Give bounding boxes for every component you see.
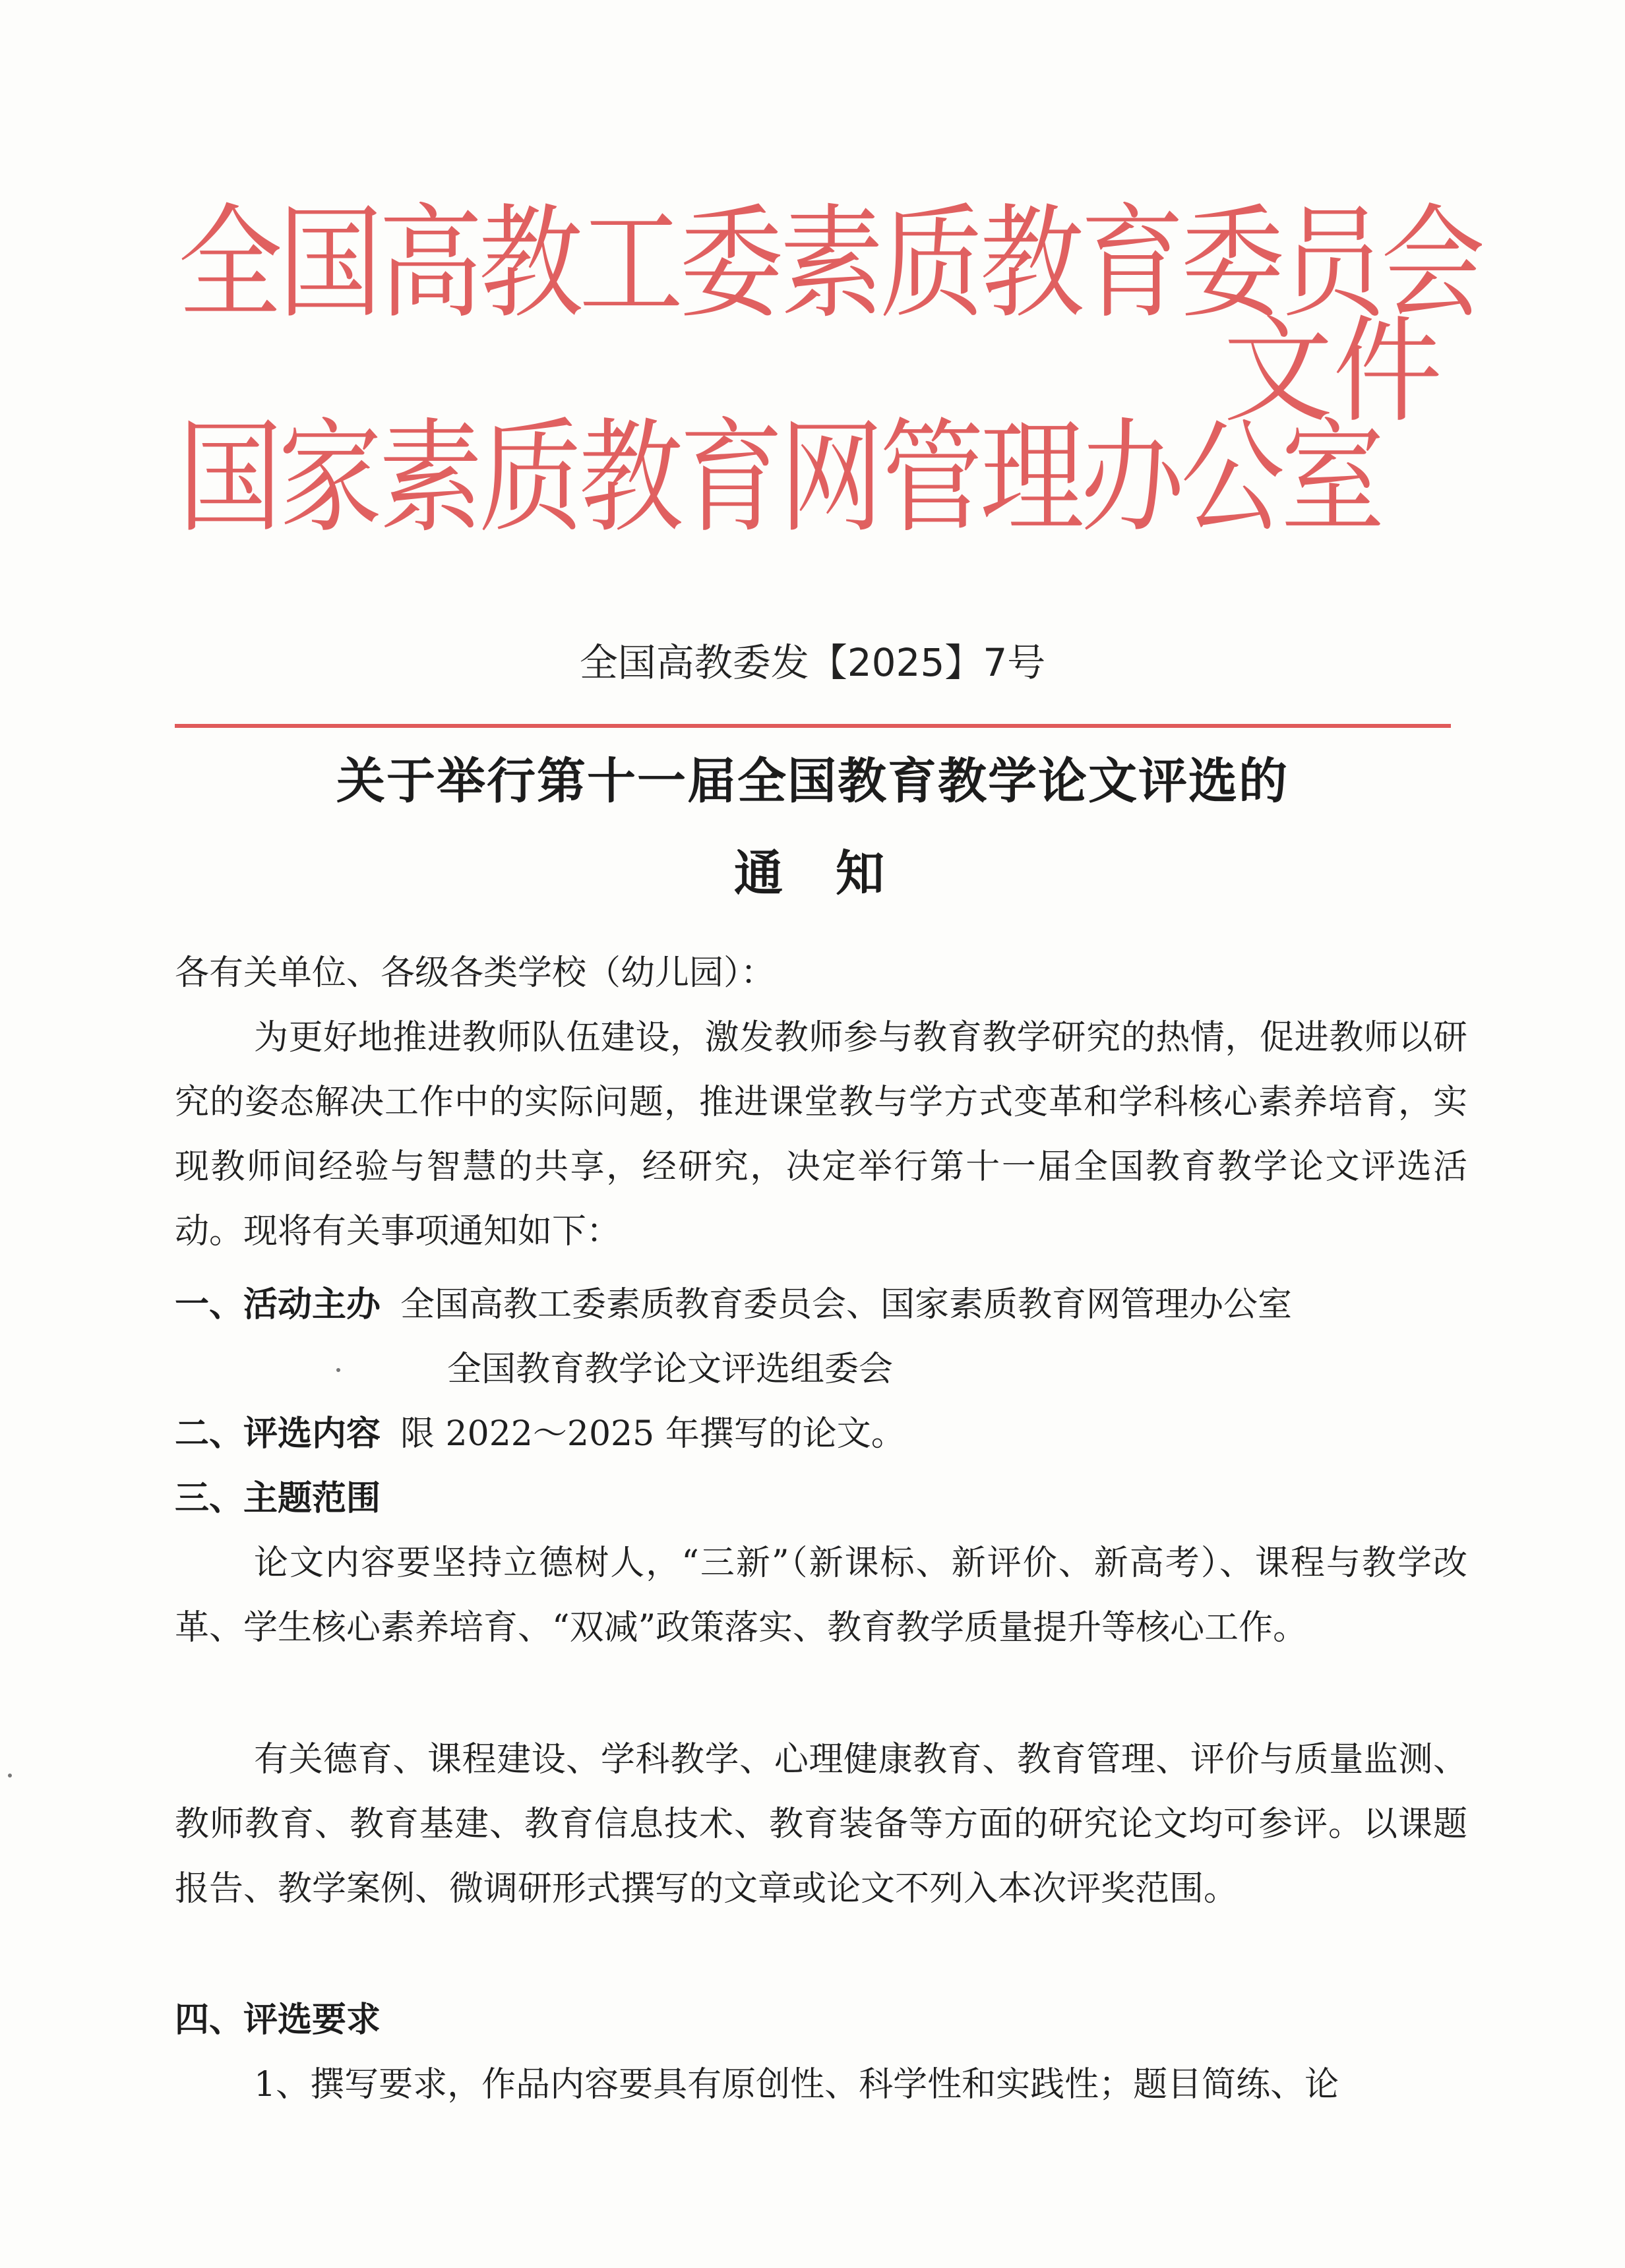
- salutation: 各有关单位、各级各类学校（幼儿园）：: [175, 953, 776, 993]
- section-organizer-value-2: 全国教育教学论文评选组委会: [447, 1350, 894, 1389]
- masthead-suffix: 文件: [1223, 305, 1442, 439]
- section-organizer-value: 全国高教工委素质教育委员会、国家素质教育网管理办公室: [400, 1285, 1293, 1325]
- scan-speck: [336, 1368, 340, 1372]
- section-content: [175, 1402, 905, 1466]
- masthead-line-1: 全国高教工委素质教育委员会: [178, 192, 1481, 336]
- section-organizer-label: 一、活动主办: [175, 1285, 381, 1325]
- section-content-label: 二、评选内容: [175, 1414, 381, 1454]
- intro-paragraph: 为更好地推进教师队伍建设，激发教师参与教育教学研究的热情，促进教师以研究的姿态解决工作中的实际问题，推进课堂教与学方式变革和学科核心素养培育，实现教师间经验与智慧的共享，经研究，决定举行第十一届全国教育教学论文评选活动。现将有关事项通知如下：: [175, 1018, 1467, 1251]
- theme-paragraph-1: 论文内容要坚持立德树人，“三新”（新课标、新评价、新高考）、课程与教学改革、学生核心素养培育、“双减”政策落实、教育教学质量提升等核心工作。: [175, 1543, 1467, 1648]
- section-theme: [175, 1466, 381, 1531]
- red-divider-rule: [175, 724, 1451, 728]
- requirements-paragraph-1: 1、撰写要求，作品内容要具有原创性、科学性和实践性；题目简练、论: [254, 2065, 1339, 2104]
- theme-paragraph-2: 有关德育、课程建设、学科教学、心理健康教育、教育管理、评价与质量监测、教师教育、教育基建、教育信息技术、教育装备等方面的研究论文均可参评。以课题报告、教学案例、微调研形式撰写的文章或论文不列入本次评奖范围。: [175, 1740, 1467, 1909]
- section-content-value: 限 2022～2025 年撰写的论文。: [400, 1414, 905, 1454]
- document-number: 全国高教委发【2025】7号: [579, 640, 1046, 685]
- section-requirements: [175, 1988, 381, 2052]
- masthead-line-2: 国家素质教育网管理办公室: [178, 406, 1381, 550]
- section-theme-label: 三、主题范围: [175, 1479, 381, 1518]
- section-organizer: [175, 1272, 1292, 1337]
- scan-speck: [8, 1774, 12, 1777]
- notice-title-line-1: 关于举行第十一届全国教育教学论文评选的: [336, 753, 1289, 810]
- notice-title-line-2: 通知: [734, 845, 937, 902]
- section-requirements-label: 四、评选要求: [175, 2000, 381, 2040]
